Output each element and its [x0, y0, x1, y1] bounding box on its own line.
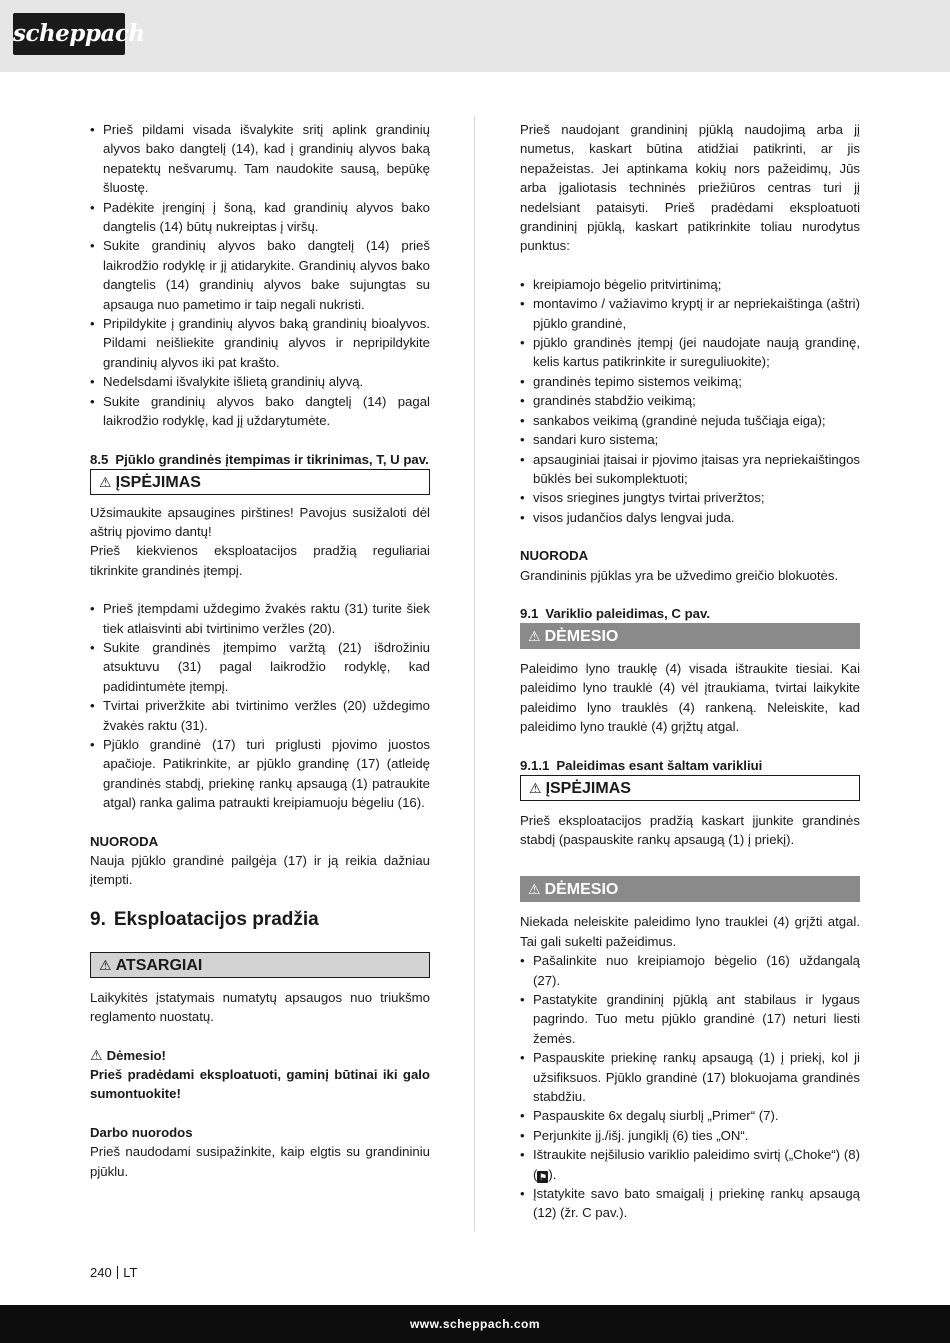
list-item: • visos sriegines jungtys tvirtai priveržtos; — [520, 488, 860, 507]
notice-text: Niekada neleiskite paleidimo lyno trauklei (4) grįžti atgal. Tai gali sukelti pažeidimus. — [520, 914, 860, 949]
note-text: Grandininis pjūklas yra be užvedimo greičio blokuotės. — [520, 567, 839, 583]
list-item: • Sukite grandinių alyvos bako dangtelį (14) prieš laikrodžio rodyklę ir jį atidarykite. Grandinių alyvos bako dangtelis (14) grandinių alyvos bake sujungtas su apsauga nuo pametimo ir taip negali nukristi. — [90, 236, 430, 314]
warning-label: ĮSPĖJIMAS — [115, 473, 201, 491]
notice-label: DĖMESIO — [544, 627, 619, 645]
section-8-5-heading — [90, 450, 430, 469]
list-item: • sandari kuro sistema; — [520, 430, 860, 449]
list-item: • Prieš pildami visada išvalykite sritį aplink grandinių alyvos bako dangtelį (14), kad į grandinių alyvos baką nepatektų nešvarumų. Tam naudokite sausą, bepūkę šluostę. — [90, 120, 430, 198]
list-item: • Ištraukite neįšilusio variklio paleidimo svirtį („Choke“) (8) (⚑). — [520, 1145, 860, 1184]
list-item: • apsauginiai įtaisai ir pjovimo įtaisas yra nepriekaištingos būklės bei sukomplektuoti; — [520, 450, 860, 489]
page-header — [0, 0, 950, 72]
notice-text: Paleidimo lyno trauklę (4) visada ištraukite tiesiai. Kai paleidimo lyno trauklė (4) vėl įtraukiama, tvirtai laikykite paleidimo lyno trauklės (4) rankeną. Neleiskite, kad paleidimo lyno trauklė (4) grįžtų atgal. — [520, 660, 860, 735]
note-text: Nauja pjūklo grandinė pailgėja (17) ir ją reikia dažniau įtempti. — [90, 853, 430, 888]
warning-triangle-icon: ⚠ — [90, 1046, 103, 1063]
list-item: • Pjūklo grandinė (17) turi priglusti pjovimo juostos apačioje. Patikrinkite, ar pjūklo grandinę (17) (atleidę grandinės stabdį, priekinę rankų apsaugą (1) patraukite atgal) ranka galima patraukti kreipiamuoju bėgeliu (16). — [90, 735, 430, 813]
column-divider — [474, 116, 475, 1231]
attention-heading: ⚠ Dėmesio! — [90, 1046, 166, 1063]
list-item: • Perjunkite įj./išj. jungiklį (6) ties „ON“. — [520, 1126, 860, 1145]
list-item: • Pripildykite į grandinių alyvos baką grandinių bioalyvos. Pildami neišliekite grandinių alyvos ir nepripildykite grandinių alyvos iki pat krašto. — [90, 314, 430, 372]
list-item: • Sukite grandinės įtempimo varžtą (21) išdrožiniu atsuktuvu (31) pagal laikrodžio rodyklę, kad padidintumėte įtempį. — [90, 638, 430, 696]
attention-text: Prieš pradėdami eksploatuoti, gaminį būtinai iki galo sumontuokite! — [90, 1067, 430, 1102]
warning-triangle-icon: ⚠ — [99, 473, 112, 490]
language-code: LT — [123, 1265, 138, 1280]
list-item: • grandinės tepimo sistemos veikimą; — [520, 372, 860, 391]
inspection-intro: Prieš naudojant grandininį pjūklą naudojimą arba jį numetus, kaskart būtina atidžiai patikrinti, ar jis nepažeistas. Jei aptinkama kokių nors pažeidimų, Jūs arba įgaliotasis techninės priežiūros centras turi jį nedelsiant pataisyti. Prieš pradėdami eksploatuoti grandininį pjūklą, kaskart patikrinkite toliau nurodytus punktus: — [520, 122, 860, 254]
caution-label: ATSARGIAI — [115, 956, 203, 974]
note-title: NUORODA — [90, 833, 159, 849]
warning-triangle-icon: ⚠ — [528, 881, 541, 898]
section-9-1-heading — [520, 604, 860, 623]
section-title: Eksploatacijos pradžia — [113, 908, 319, 930]
notice-box — [520, 623, 860, 649]
section-number: 9.1.1 — [520, 757, 550, 773]
footer-url[interactable]: www.scheppach.com — [409, 1317, 541, 1331]
list-item: • montavimo / važiavimo kryptį ir ar nepriekaištinga (aštri) pjūklo grandinė, — [520, 294, 860, 333]
warning-triangle-icon: ⚠ — [99, 956, 112, 973]
list-item: • Paspauskite 6x degalų siurblį „Primer“ (7). — [520, 1106, 860, 1125]
cold-start-list — [520, 951, 860, 1223]
warning-text: Užsimaukite apsaugines pirštines! Pavojus susižaloti dėl aštrių pjovimo dantų! — [90, 504, 430, 539]
left-column — [90, 120, 430, 1181]
oil-fill-list — [90, 120, 430, 431]
list-item: • Sukite grandinių alyvos bako dangtelį (14) pagal laikrodžio rodyklę, kad jį uždarytumėte. — [90, 392, 430, 431]
list-item: • grandinės stabdžio veikimą; — [520, 391, 860, 410]
list-item: • Padėkite įrenginį į šoną, kad grandinių alyvos bako dangtelis (14) būtų nukreiptas į viršų. — [90, 198, 430, 237]
work-notes-title: Darbo nuorodos — [90, 1124, 193, 1140]
caution-text: Laikykitės įstatymais numatytų apsaugos nuo triukšmo reglamento nuostatų. — [90, 989, 430, 1025]
right-column — [520, 120, 860, 1223]
choke-icon: ⚑ — [538, 1171, 547, 1182]
list-item: • Įstatykite savo bato smaigalį į priekinę rankų apsaugą (12) (žr. C pav.). — [520, 1184, 860, 1223]
section-title: Paleidimas esant šaltam varikliui — [556, 757, 763, 773]
list-item: • sankabos veikimą (grandinė nejuda tuščiąja eiga); — [520, 411, 860, 430]
list-item: • kreipiamojo bėgelio pritvirtinimą; — [520, 275, 860, 294]
section-9-heading — [90, 908, 430, 932]
list-item: • Prieš įtempdami uždegimo žvakės raktu (31) turite šiek tiek atlaisvinti abi tvirtinimo veržles (20). — [90, 599, 430, 638]
section-title: Pjūklo grandinės įtempimas ir tikrinimas, T, U pav. — [115, 451, 429, 467]
list-item: • pjūklo grandinės įtempį (jei naudojate naują grandinę, kelis kartus patikrinkite ir sureguliuokite); — [520, 333, 860, 372]
list-item: • visos judančios dalys lengvai juda. — [520, 508, 860, 527]
warning-text: Prieš eksploatacijos pradžią kaskart įjunkite grandinės stabdį (paspauskite rankų apsaugą (1) į priekį). — [520, 812, 860, 847]
page-number: 240 LT — [90, 1265, 138, 1280]
notice-box — [520, 876, 860, 902]
section-number: 9.1 — [520, 605, 539, 621]
warning-text: Prieš kiekvienos eksploatacijos pradžią reguliariai tikrinkite grandinės įtempį. — [90, 543, 430, 578]
brand-logo: scheppach — [13, 13, 125, 55]
warning-triangle-icon: ⚠ — [529, 779, 542, 796]
page-footer — [0, 1305, 950, 1343]
list-item: • Nedelsdami išvalykite išlietą grandinių alyvą. — [90, 372, 430, 391]
notice-label: DĖMESIO — [544, 881, 619, 899]
note-title: NUORODA — [520, 548, 589, 564]
warning-box — [520, 775, 860, 801]
warning-triangle-icon: ⚠ — [528, 627, 541, 644]
list-item: • Pašalinkite nuo kreipiamojo bėgelio (16) uždangalą (27). — [520, 951, 860, 990]
work-notes-text: Prieš naudodami susipažinkite, kaip elgtis su grandininiu pjūklu. — [90, 1144, 430, 1179]
caution-box — [90, 952, 430, 978]
list-item: • Paspauskite priekinę rankų apsaugą (1) į priekį, kol ji užsifiksuos. Pjūklo grandinė (17) blokuojama grandinės stabdžiu. — [520, 1048, 860, 1106]
section-number: 8.5 — [90, 451, 109, 467]
warning-label: ĮSPĖJIMAS — [545, 779, 631, 797]
chain-tension-list — [90, 599, 430, 812]
list-item: • Tvirtai priveržkite abi tvirtinimo veržles (20) uždegimo žvakės raktu (31). — [90, 696, 430, 735]
list-item: • Pastatykite grandininį pjūklą ant stabilaus ir lygaus pagrindo. Tuo metu pjūklo grandinė (17) neturi liesti žemės. — [520, 990, 860, 1048]
section-number: 9. — [90, 908, 106, 930]
inspection-list — [520, 275, 860, 527]
warning-box — [90, 469, 430, 495]
section-title: Variklio paleidimas, C pav. — [545, 605, 711, 621]
section-9-1-1-heading — [520, 756, 860, 775]
